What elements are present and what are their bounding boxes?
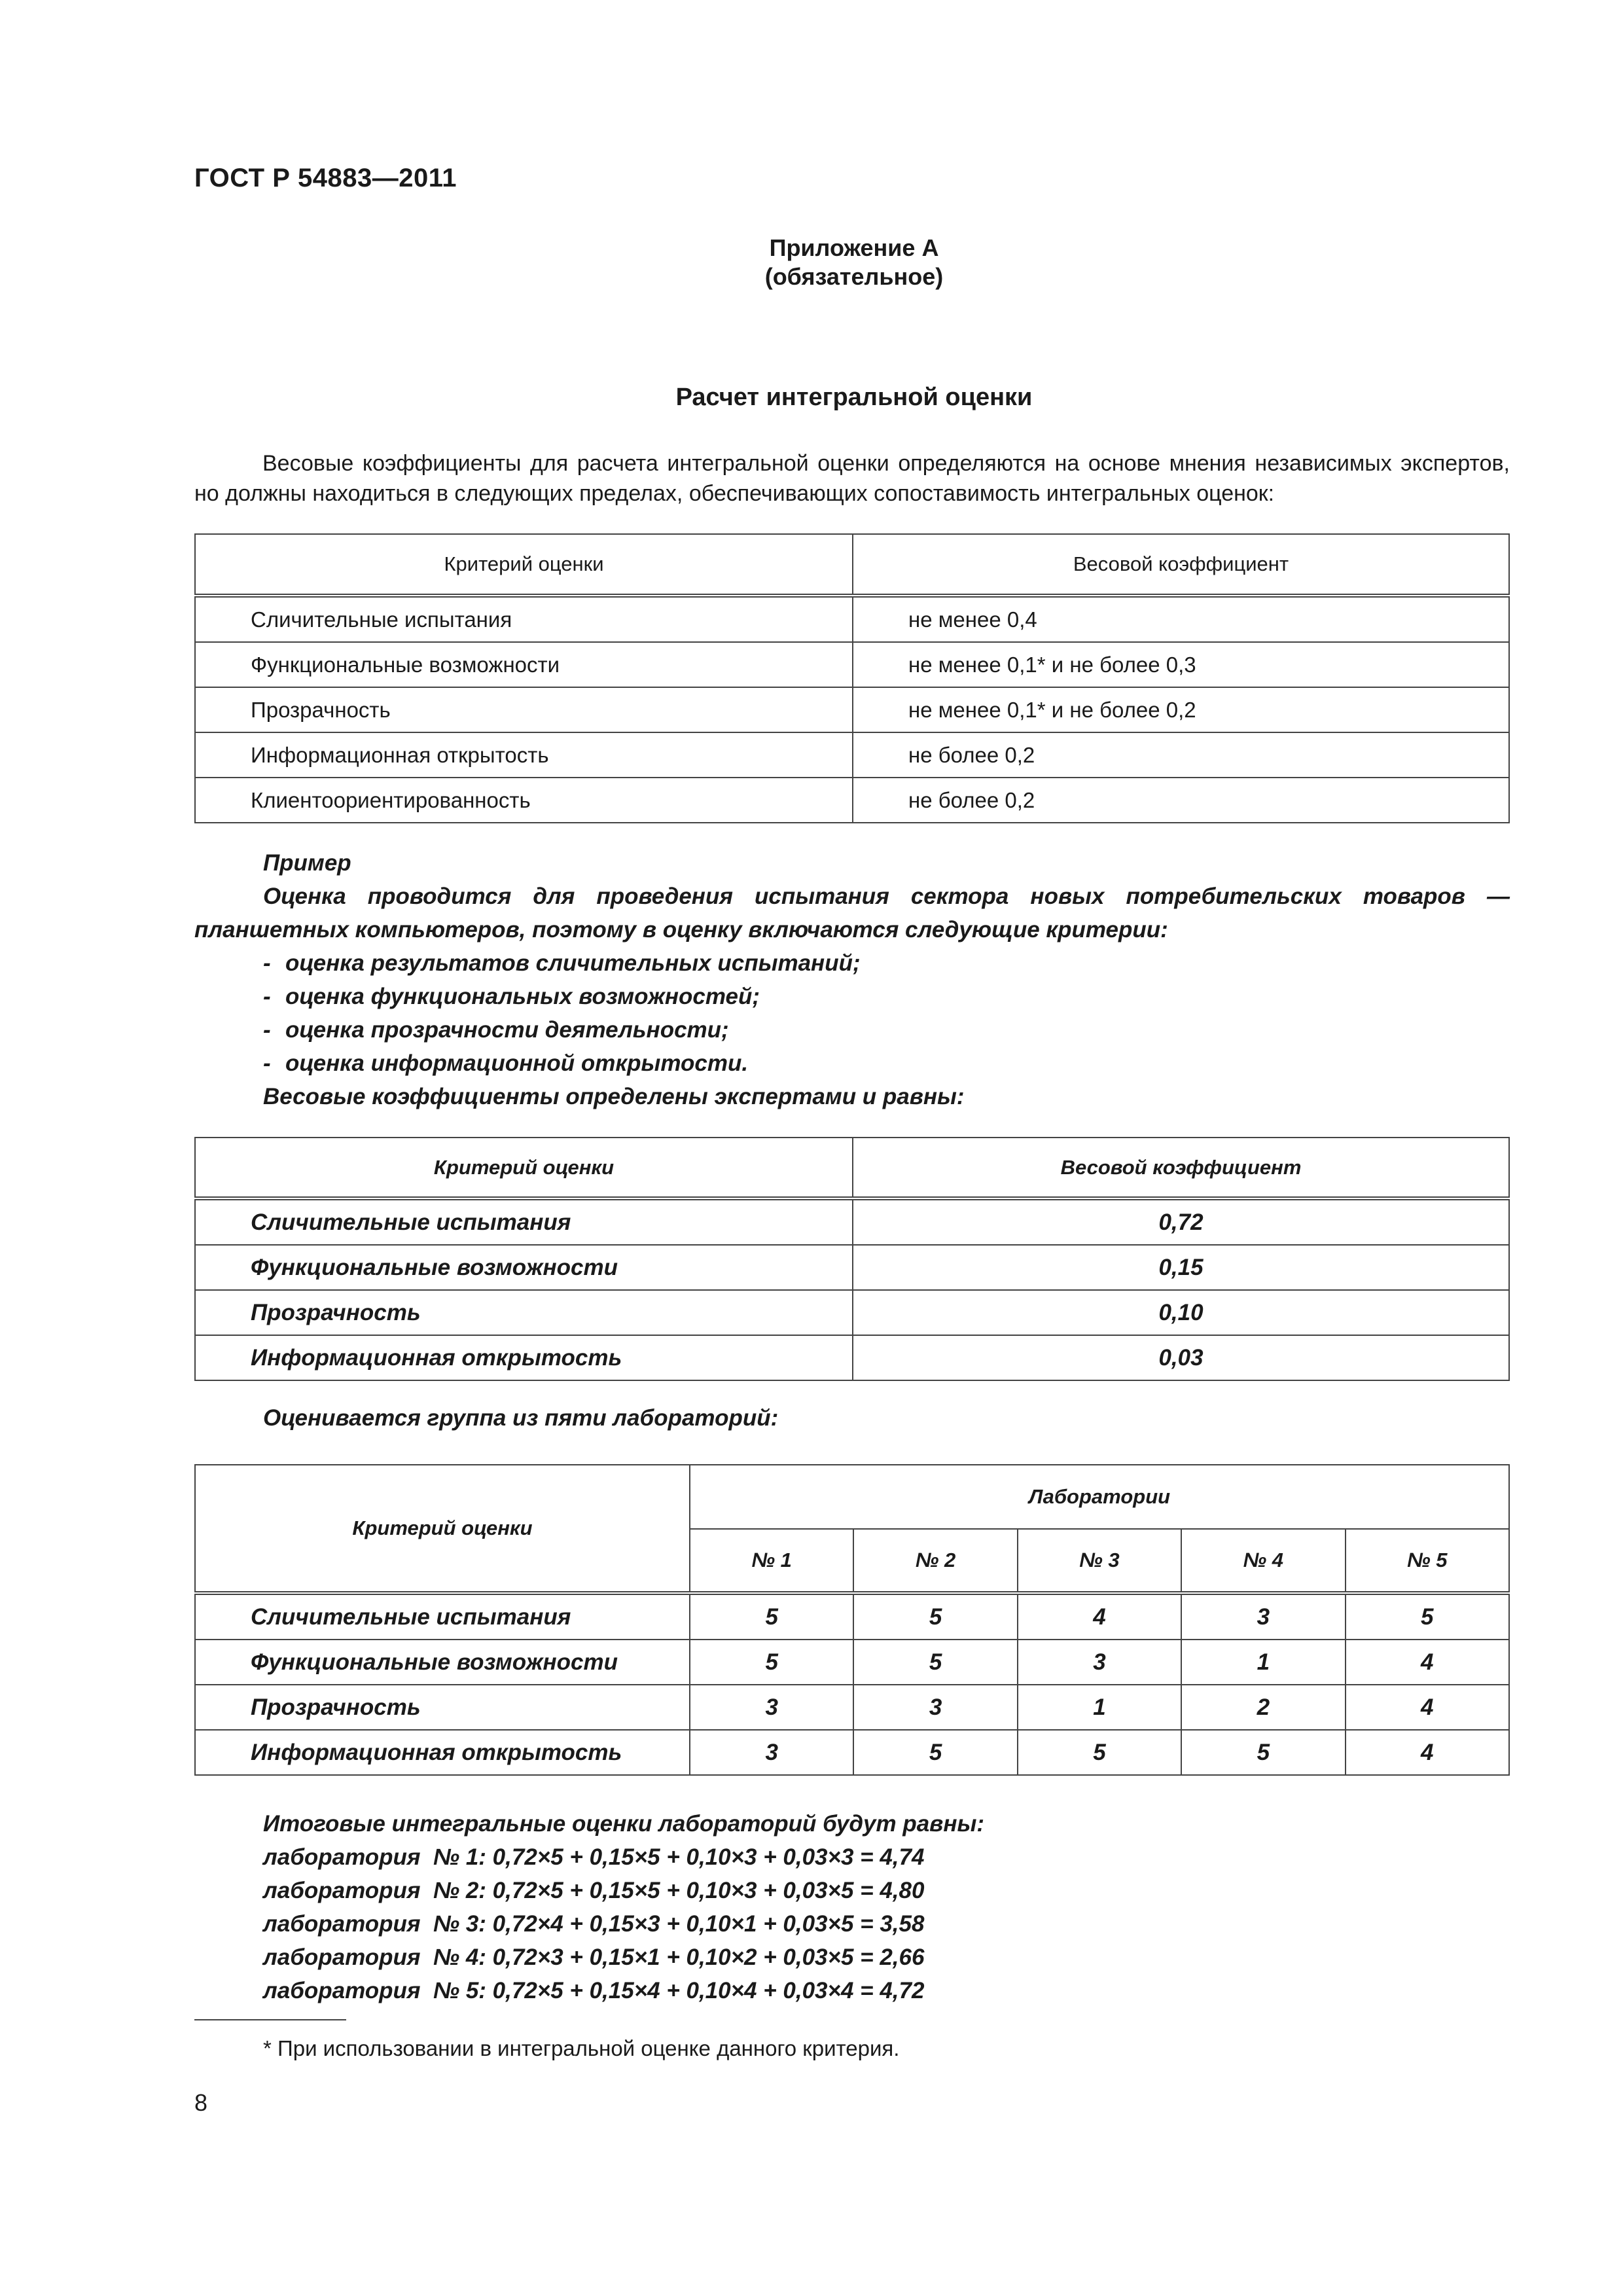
results-block — [263, 1807, 984, 2007]
score-cell: 5 — [853, 1730, 1017, 1775]
criterion-cell: Сличительные испытания — [195, 1198, 853, 1245]
score-cell: 4 — [1018, 1593, 1181, 1640]
criterion-cell: Прозрачность — [195, 1290, 853, 1335]
column-header-weight: Весовой коэффициент — [853, 1138, 1509, 1198]
column-header-laboratories: Лаборатории — [690, 1465, 1509, 1529]
column-header-lab: № 5 — [1346, 1529, 1509, 1593]
results-heading: Итоговые интегральные оценки лабораторий будут равны: — [263, 1811, 985, 1837]
bullet-dash: - — [263, 984, 271, 1009]
table-header-row — [195, 1138, 1509, 1198]
list-item: - оценка прозрачности деятельности; — [263, 1013, 1510, 1047]
criterion-cell: Информационная открытость — [195, 1335, 853, 1380]
score-cell: 5 — [853, 1593, 1017, 1640]
result-line: лаборатория № 3: 0,72×4 + 0,15×3 + 0,10×1 + 0,03×5 = 3,58 — [263, 1911, 925, 1937]
list-item: - оценка функциональных возможностей; — [263, 980, 1510, 1013]
table-row — [195, 1335, 1509, 1380]
score-cell: 5 — [1018, 1730, 1181, 1775]
column-header-criterion: Критерий оценки — [195, 1465, 690, 1593]
column-header-criterion: Критерий оценки — [195, 534, 853, 596]
section-title: Расчет интегральной оценки — [675, 384, 1033, 411]
score-cell: 3 — [853, 1685, 1017, 1730]
table-row — [195, 1640, 1509, 1685]
weight-limit-cell: не более 0,2 — [853, 778, 1509, 823]
example-text: Оценка проводится для проведения испытания сектора новых потребительских товаров — планшетных компьютеров, поэтому в оценку включаются следующие критерии: — [194, 884, 1510, 942]
table-row — [195, 1730, 1509, 1775]
table-row — [195, 687, 1509, 732]
table-row — [195, 1290, 1509, 1335]
table-row — [195, 778, 1509, 823]
weight-value-cell: 0,03 — [853, 1335, 1509, 1380]
labs-scores-table — [194, 1464, 1510, 1776]
result-line: лаборатория № 4: 0,72×3 + 0,15×1 + 0,10×2 + 0,03×5 = 2,66 — [263, 1945, 925, 1970]
table-row — [195, 1198, 1509, 1245]
score-cell: 5 — [690, 1640, 853, 1685]
criterion-cell: Информационная открытость — [195, 1730, 690, 1775]
score-cell: 4 — [1346, 1730, 1509, 1775]
criterion-cell: Функциональные возможности — [195, 642, 853, 687]
score-cell: 1 — [1018, 1685, 1181, 1730]
document-header: ГОСТ Р 54883—2011 — [194, 164, 457, 192]
score-cell: 5 — [853, 1640, 1017, 1685]
score-cell: 5 — [1346, 1593, 1509, 1640]
criterion-cell: Сличительные испытания — [195, 596, 853, 642]
table-row — [195, 1685, 1509, 1730]
column-header-weight: Весовой коэффициент — [853, 534, 1509, 596]
weight-limit-cell: не менее 0,1* и не более 0,2 — [853, 687, 1509, 732]
bullet-dash: - — [263, 1017, 271, 1043]
weights-intro: Весовые коэффициенты определены экспертами и равны: — [263, 1084, 965, 1109]
score-cell: 2 — [1181, 1685, 1345, 1730]
footnote-separator — [194, 2019, 346, 2020]
table-row — [195, 1593, 1509, 1640]
weight-value-cell: 0,10 — [853, 1290, 1509, 1335]
result-line: лаборатория № 5: 0,72×5 + 0,15×4 + 0,10×4 + 0,03×4 = 4,72 — [263, 1978, 925, 2003]
weight-limits-table — [194, 533, 1510, 823]
criterion-cell: Прозрачность — [195, 687, 853, 732]
weight-limit-cell: не более 0,2 — [853, 732, 1509, 778]
score-cell: 3 — [1018, 1640, 1181, 1685]
intro-paragraph — [194, 448, 1510, 509]
score-cell: 3 — [1181, 1593, 1345, 1640]
table-row — [195, 732, 1509, 778]
list-item: - оценка информационной открытости. — [263, 1047, 1510, 1080]
criterion-cell: Информационная открытость — [195, 732, 853, 778]
column-header-lab: № 2 — [853, 1529, 1017, 1593]
page-number: 8 — [194, 2089, 208, 2116]
list-item: - оценка результатов сличительных испытаний; — [263, 946, 1510, 980]
weight-value-cell: 0,15 — [853, 1245, 1509, 1290]
table-row — [195, 596, 1509, 642]
criterion-cell: Функциональные возможности — [195, 1640, 690, 1685]
table-row — [195, 1245, 1509, 1290]
labs-table-caption: Оценивается группа из пяти лабораторий: — [263, 1405, 779, 1431]
score-cell: 5 — [1181, 1730, 1345, 1775]
table-header-row — [195, 534, 1509, 596]
score-cell: 3 — [690, 1685, 853, 1730]
footnote: * При использовании в интегральной оценке данного критерия. — [263, 2036, 900, 2060]
intro-text: Весовые коэффициенты для расчета интегральной оценки определяются на основе мнения независимых экспертов, но должны находиться в следующих пределах, обеспечивающих сопоставимость интегральных оценок: — [194, 451, 1510, 506]
table-row — [195, 642, 1509, 687]
criterion-cell: Сличительные испытания — [195, 1593, 690, 1640]
example-heading: Пример — [263, 850, 351, 876]
score-cell: 5 — [690, 1593, 853, 1640]
weight-value-cell: 0,72 — [853, 1198, 1509, 1245]
bullet-dash: - — [263, 1050, 271, 1076]
score-cell: 3 — [690, 1730, 853, 1775]
column-header-lab: № 3 — [1018, 1529, 1181, 1593]
example-criteria-list — [263, 946, 1510, 1080]
annex-title: Приложение А — [769, 234, 939, 261]
weight-limit-cell: не менее 0,4 — [853, 596, 1509, 642]
example-block — [194, 846, 1510, 1113]
score-cell: 4 — [1346, 1640, 1509, 1685]
criterion-cell: Прозрачность — [195, 1685, 690, 1730]
score-cell: 4 — [1346, 1685, 1509, 1730]
annex-status: (обязательное) — [764, 263, 944, 290]
bullet-dash: - — [263, 950, 271, 976]
column-header-lab: № 1 — [690, 1529, 853, 1593]
criterion-cell: Функциональные возможности — [195, 1245, 853, 1290]
score-cell: 1 — [1181, 1640, 1345, 1685]
result-line: лаборатория № 2: 0,72×5 + 0,15×5 + 0,10×3 + 0,03×5 = 4,80 — [263, 1878, 925, 1903]
criterion-cell: Клиентоориентированность — [195, 778, 853, 823]
result-line: лаборатория № 1: 0,72×5 + 0,15×5 + 0,10×3 + 0,03×3 = 4,74 — [263, 1844, 925, 1870]
table-header-row — [195, 1465, 1509, 1529]
column-header-criterion: Критерий оценки — [195, 1138, 853, 1198]
weight-limit-cell: не менее 0,1* и не более 0,3 — [853, 642, 1509, 687]
column-header-lab: № 4 — [1181, 1529, 1345, 1593]
expert-weights-table — [194, 1137, 1510, 1381]
